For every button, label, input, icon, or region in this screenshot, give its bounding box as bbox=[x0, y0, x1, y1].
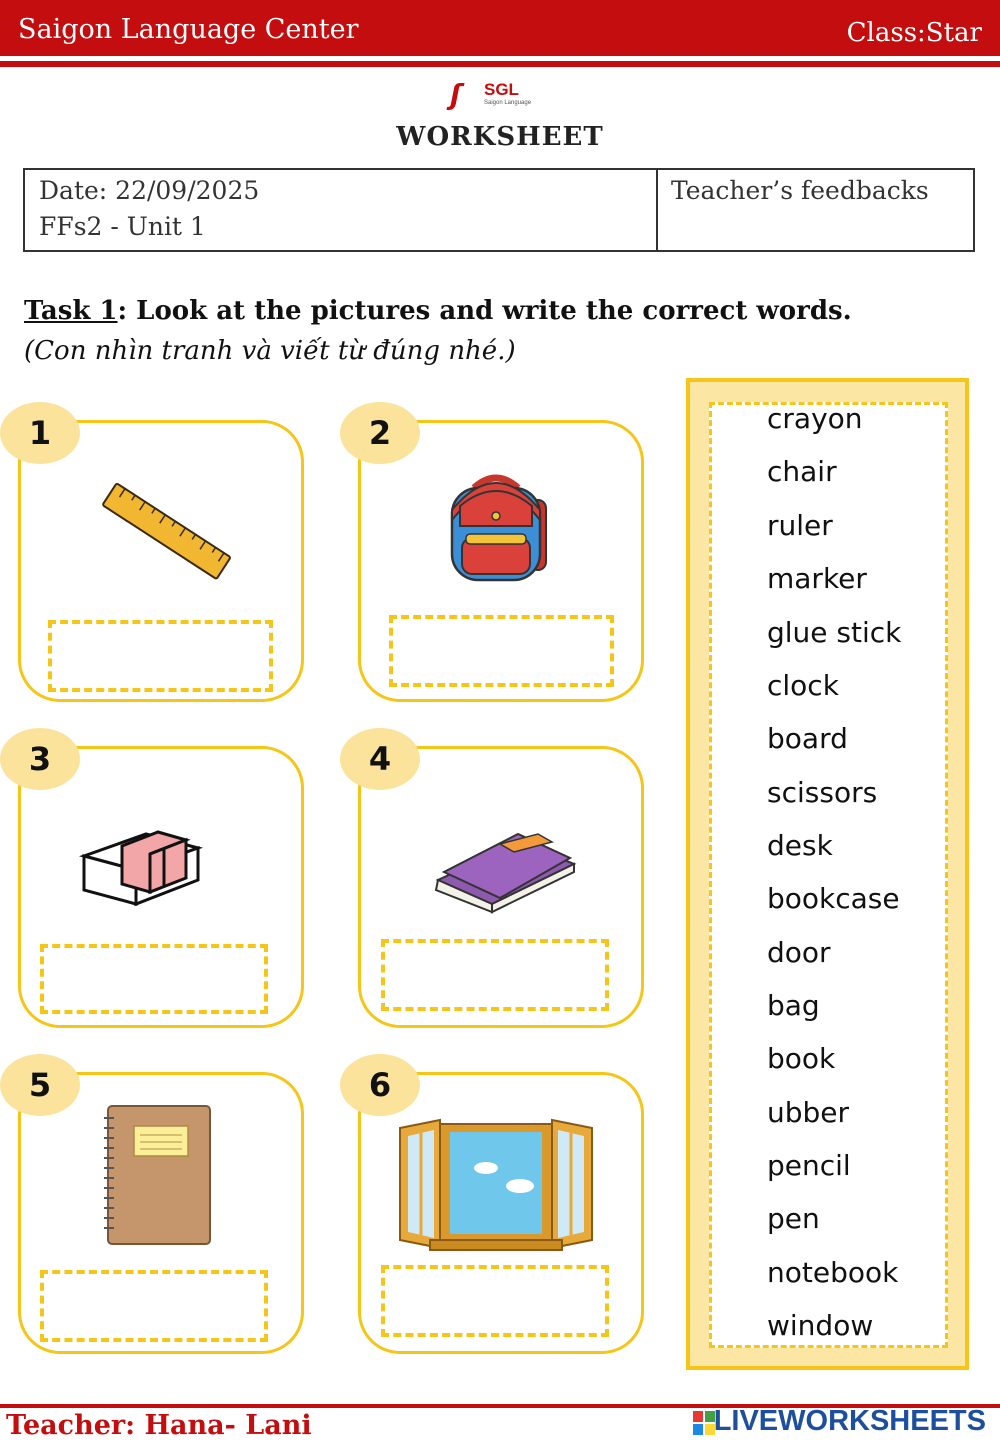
sgl-logo bbox=[450, 78, 550, 112]
word-bank-item[interactable]: window bbox=[767, 1309, 874, 1342]
answer-box-2[interactable] bbox=[389, 615, 614, 687]
word-bank-item[interactable]: chair bbox=[767, 455, 837, 488]
word-bank-item[interactable]: board bbox=[767, 722, 848, 755]
liveworksheets-brand[interactable]: LIVEWORKSHEETS bbox=[713, 1405, 986, 1437]
word-bank-inner bbox=[709, 402, 948, 1348]
worksheet-title: WORKSHEET bbox=[396, 122, 604, 152]
logo-tagline: Saigon Language bbox=[484, 100, 532, 106]
word-bank-item[interactable]: book bbox=[767, 1042, 836, 1075]
class-label: Class:Star bbox=[846, 18, 982, 48]
answer-box-5[interactable] bbox=[40, 1270, 268, 1342]
task-label: Task 1 bbox=[24, 296, 118, 326]
word-bank-item[interactable]: marker bbox=[767, 562, 867, 595]
word-bank-item[interactable]: crayon bbox=[767, 402, 863, 435]
notebook-picture bbox=[100, 1104, 214, 1248]
info-table bbox=[23, 168, 975, 252]
teacher-name: Teacher: Hana- Lani bbox=[6, 1410, 312, 1441]
unit-text: FFs2 - Unit 1 bbox=[39, 212, 206, 241]
eraser-picture bbox=[78, 816, 204, 914]
word-bank-item[interactable]: scissors bbox=[767, 776, 878, 809]
word-bank-item[interactable]: clock bbox=[767, 669, 839, 702]
date-text: Date: 22/09/2025 bbox=[39, 176, 260, 205]
answer-box-6[interactable] bbox=[381, 1265, 609, 1337]
answer-box-4[interactable] bbox=[381, 939, 609, 1011]
word-bank-item[interactable]: pencil bbox=[767, 1149, 851, 1182]
answer-box-1[interactable] bbox=[48, 620, 273, 692]
task-text: : Look at the pictures and write the correct words. bbox=[117, 296, 852, 326]
word-bank-item[interactable]: bookcase bbox=[767, 882, 900, 915]
header-divider bbox=[0, 61, 1000, 67]
task-instruction bbox=[24, 296, 852, 326]
card-number-badge: 4 bbox=[340, 728, 420, 790]
word-bank-item[interactable]: bag bbox=[767, 989, 820, 1022]
card-number-badge: 3 bbox=[0, 728, 80, 790]
ruler-picture bbox=[96, 470, 236, 594]
word-bank-item[interactable]: desk bbox=[767, 829, 833, 862]
teacher-feedback-label: Teacher’s feedbacks bbox=[671, 176, 929, 205]
word-bank-item[interactable]: door bbox=[767, 936, 831, 969]
word-bank-item[interactable]: glue stick bbox=[767, 616, 902, 649]
header-bar bbox=[0, 0, 1000, 56]
answer-box-3[interactable] bbox=[40, 944, 268, 1014]
word-bank-item[interactable]: notebook bbox=[767, 1256, 899, 1289]
backpack-picture bbox=[440, 470, 552, 584]
info-table-divider bbox=[656, 170, 658, 250]
word-bank-item[interactable]: pen bbox=[767, 1202, 820, 1235]
book-picture bbox=[430, 822, 580, 914]
logo-name: SGL bbox=[484, 80, 519, 99]
liveworksheets-logo-icon bbox=[692, 1410, 716, 1436]
logo-mark-icon: ʃ bbox=[450, 78, 462, 111]
card-number-badge: 6 bbox=[340, 1054, 420, 1116]
card-number-badge: 2 bbox=[340, 402, 420, 464]
word-bank-item[interactable]: ubber bbox=[767, 1096, 850, 1129]
card-number-badge: 5 bbox=[0, 1054, 80, 1116]
card-number-badge: 1 bbox=[0, 402, 80, 464]
window-picture bbox=[396, 1118, 596, 1252]
center-name: Saigon Language Center bbox=[18, 14, 359, 45]
word-bank-item[interactable]: ruler bbox=[767, 509, 833, 542]
task-translation: (Con nhìn tranh và viết từ đúng nhé.) bbox=[24, 336, 516, 366]
